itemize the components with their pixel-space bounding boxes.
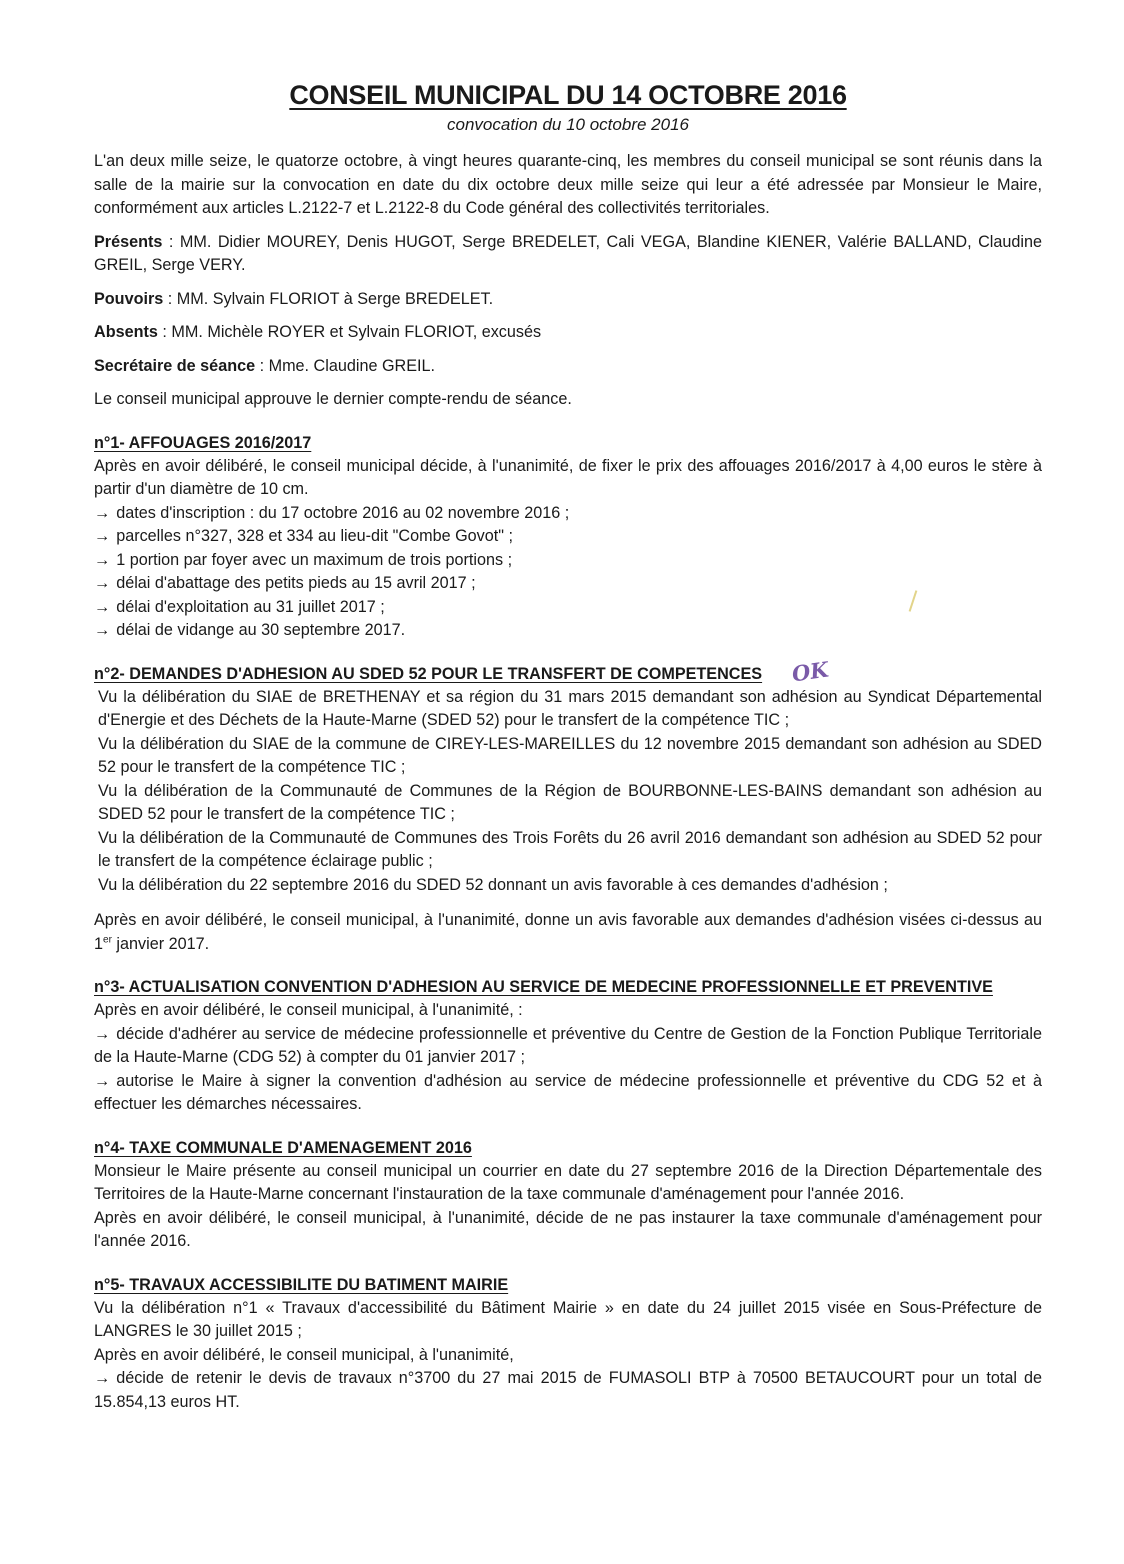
- arrow-right-icon: →: [94, 527, 111, 545]
- secretaire-line: [94, 355, 1042, 379]
- section-decision-sded: Après en avoir délibéré, le conseil municipal, à l'unanimité, donne un avis favorable aux demandes d'adhésion visées ci-dessus au 1er janvier 2017.: [94, 911, 1042, 953]
- arrow-right-icon: →: [94, 621, 111, 639]
- list-item: → délai de vidange au 30 septembre 2017.: [94, 621, 406, 639]
- section-text-travaux-2: Après en avoir délibéré, le conseil municipal, à l'unanimité,: [94, 1345, 514, 1364]
- approval-line: Le conseil municipal approuve le dernier compte-rendu de séance.: [94, 390, 572, 408]
- list-item: Vu la délibération du SIAE de la commune de CIREY-LES-MAREILLES du 12 novembre 2015 demandant son adhésion au SDED 52 pour le transfert de la compétence TIC ;: [98, 734, 1042, 776]
- absents-value: : MM. Michèle ROYER et Sylvain FLORIOT, excusés: [157, 323, 542, 341]
- section-text-affouages: Après en avoir délibéré, le conseil municipal décide, à l'unanimité, de fixer le prix des affouages 2016/2017 à 4,00 euros le stère à partir d'un diamètre de 10 cm.: [94, 456, 1042, 498]
- section-text-taxe-1: Monsieur le Maire présente au conseil municipal un courrier en date du 27 septembre 2016 de la Direction Départementale des Territoires de la Haute-Marne concernant l'instauration de la taxe communale d'aménagement pour l'année 2016.: [94, 1161, 1042, 1203]
- arrow-right-icon: →: [94, 1071, 111, 1090]
- section-travaux: [94, 1274, 1042, 1415]
- section-sded: [94, 656, 1042, 957]
- arrow-right-icon: →: [94, 503, 111, 522]
- vu-list: [94, 686, 1042, 898]
- presents-label: Présents: [94, 232, 163, 251]
- secretaire-value: : Mme. Claudine GREIL.: [255, 356, 436, 375]
- list-item: Vu la délibération du 22 septembre 2016 du SDED 52 donnant un avis favorable à ces demandes d'adhésion ;: [98, 875, 888, 894]
- section-text-travaux-1: Vu la délibération n°1 « Travaux d'accessibilité du Bâtiment Mairie » en date du 24 juillet 2015 visée en Sous-Préfecture de LANGRES le 30 juillet 2015 ;: [94, 1298, 1042, 1340]
- presents-line: [94, 231, 1042, 278]
- arrow-right-icon: →: [94, 1024, 111, 1043]
- arrow-right-icon: →: [94, 597, 111, 616]
- list-item: Vu la délibération du SIAE de BRETHENAY et sa région du 31 mars 2015 demandant son adhésion au Syndicat Départemental d'Energie et des Déchets de la Haute-Marne (SDED 52) pour le transfert de la compétence TIC ;: [98, 687, 1042, 729]
- page-subtitle: convocation du 10 octobre 2016: [447, 115, 689, 134]
- list-item: → décide de retenir le devis de travaux n°3700 du 27 mai 2015 de FUMASOLI BTP à 70500 BETAUCOURT pour un total de 15.854,13 euros HT.: [94, 1369, 1042, 1411]
- section-title-medecine: n°3- ACTUALISATION CONVENTION D'ADHESION AU SERVICE DE MEDECINE PROFESSIONNELLE ET PREVENTIVE: [94, 978, 993, 996]
- pouvoirs-label: Pouvoirs: [94, 289, 164, 308]
- list-item: → décide d'adhérer au service de médecine professionnelle et préventive du Centre de Gestion de la Fonction Publique Territoriale de la Haute-Marne (CDG 52) à compter du 01 janvier 2017 ;: [94, 1024, 1042, 1066]
- section-text-taxe-2: Après en avoir délibéré, le conseil municipal, à l'unanimité, décide de ne pas instaurer la taxe communale d'aménagement pour l'année 2016.: [94, 1208, 1042, 1250]
- section-title-travaux: n°5- TRAVAUX ACCESSIBILITE DU BATIMENT MAIRIE: [94, 1275, 509, 1294]
- list-item: → autorise le Maire à signer la convention d'adhésion au service de médecine professionnelle et préventive du CDG 52 et à effectuer les démarches nécessaires.: [94, 1071, 1042, 1113]
- section-title-sded: n°2- DEMANDES D'ADHESION AU SDED 52 POUR LE TRANSFERT DE COMPETENCES OK: [94, 656, 831, 686]
- arrow-right-icon: →: [94, 550, 111, 569]
- pouvoirs-value: : MM. Sylvain FLORIOT à Serge BREDELET.: [163, 289, 494, 308]
- list-item: Vu la délibération de la Communauté de Communes des Trois Forêts du 26 avril 2016 demandant son adhésion au SDED 52 pour le transfert de la compétence éclairage public ;: [98, 828, 1042, 870]
- handwritten-ok-mark: OK: [790, 656, 831, 686]
- section-medecine: [94, 976, 1042, 1117]
- absents-label: Absents: [94, 323, 158, 341]
- affouages-list: [94, 502, 1042, 643]
- section-affouages: [94, 432, 1042, 643]
- section-text-medecine: Après en avoir délibéré, le conseil municipal, à l'unanimité, :: [94, 1001, 523, 1019]
- presents-value: : MM. Didier MOUREY, Denis HUGOT, Serge BREDELET, Cali VEGA, Blandine KIENER, Valérie BALLAND, Claudine GREIL, Serge VERY.: [94, 232, 1042, 274]
- list-item: → délai d'abattage des petits pieds au 15 avril 2017 ;: [94, 574, 476, 592]
- section-title-affouages: n°1- AFFOUAGES 2016/2017: [94, 433, 312, 452]
- section-taxe: [94, 1137, 1042, 1254]
- absents-line: [94, 321, 1042, 345]
- section-title-taxe: n°4- TAXE COMMUNALE D'AMENAGEMENT 2016: [94, 1138, 472, 1157]
- arrow-right-icon: →: [94, 574, 111, 592]
- intro-paragraph: L'an deux mille seize, le quatorze octobre, à vingt heures quarante-cinq, les membres du conseil municipal se sont réunis dans la salle de la mairie sur la convocation en date du dix octobre deux mille seize qui leur a été adressée par Monsieur le Maire, conformément aux articles L.2122-7 et L.2122-8 du Code général des collectivités territoriales.: [94, 152, 1042, 217]
- list-item: → 1 portion par foyer avec un maximum de trois portions ;: [94, 550, 513, 569]
- list-item: Vu la délibération de la Communauté de Communes de la Région de BOURBONNE-LES-BAINS demandant son adhésion au SDED 52 pour le transfert de la compétence TIC ;: [98, 781, 1042, 823]
- spacer: [94, 897, 1042, 909]
- pouvoirs-line: [94, 288, 1042, 312]
- arrow-right-icon: →: [94, 1369, 111, 1387]
- list-item: → dates d'inscription : du 17 octobre 2016 au 02 novembre 2016 ;: [94, 503, 570, 522]
- secretaire-label: Secrétaire de séance: [94, 356, 256, 375]
- list-item: → parcelles n°327, 328 et 334 au lieu-dit "Combe Govot" ;: [94, 527, 513, 545]
- page-title: CONSEIL MUNICIPAL DU 14 OCTOBRE 2016: [289, 80, 847, 110]
- list-item: → délai d'exploitation au 31 juillet 2017 ;: [94, 597, 385, 616]
